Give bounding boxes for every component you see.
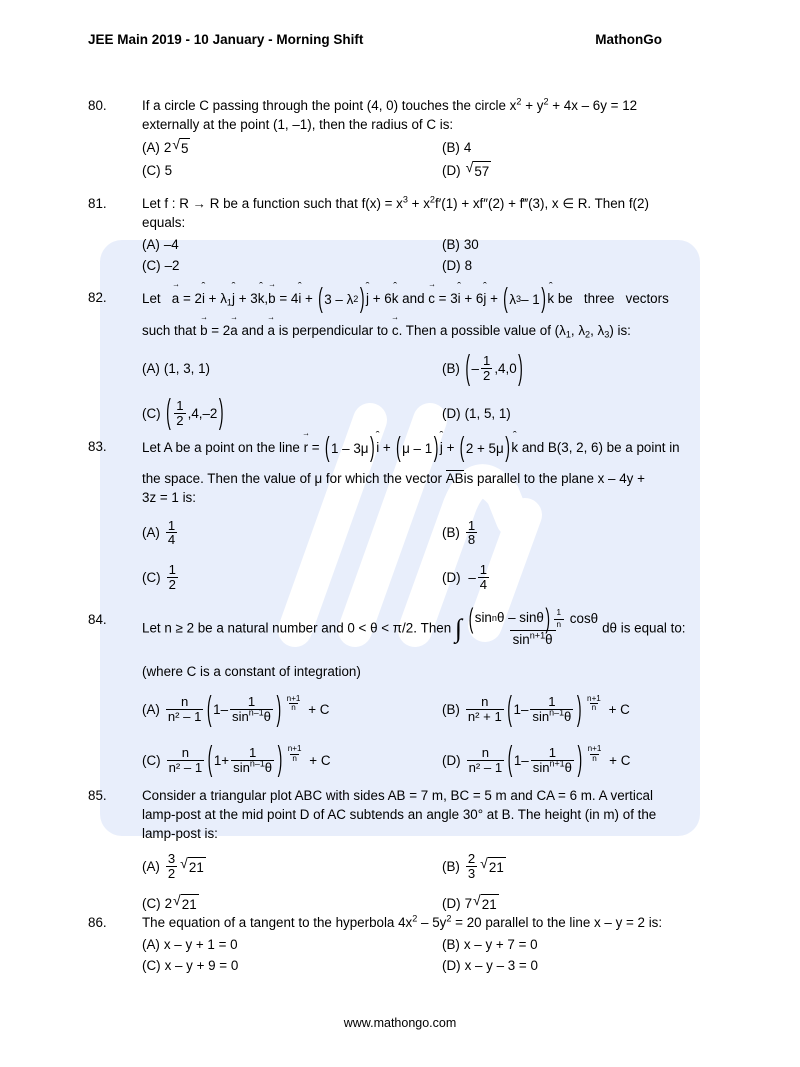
- stem-part-b: and B(3, 2, 6) be a point in: [521, 440, 680, 455]
- option-c-tag: (C): [142, 258, 161, 274]
- denominator: n² – 1: [468, 759, 503, 775]
- integrand-fraction: ( sin n θ – sinθ ) $\frac{1}{n}$ cosθ $\sin^{n+1}\theta$: [468, 601, 599, 648]
- option-b[interactable]: [442, 346, 740, 386]
- option-a-tag: (A): [142, 525, 160, 541]
- option-c-tag: (C): [142, 569, 161, 585]
- option-c[interactable]: [142, 956, 442, 975]
- option-a-value: –4: [163, 237, 179, 253]
- option-d-value: 8: [464, 258, 473, 274]
- option-b[interactable]: [442, 852, 740, 881]
- stem-part-c: the space. Then the value of μ for which the vector: [142, 471, 443, 487]
- sin-exponent: n–1: [248, 707, 264, 718]
- fraction-one-over-n: $\frac{1}{n}$: [554, 609, 565, 629]
- inner-fraction: $\frac{1}{\sin^{n+1}\theta}$: [532, 744, 572, 775]
- question-stem: If a circle C passing through the point (4, 0) touches the circle $x^2 + y^2 + 4x - 6y = 12$: [142, 96, 638, 113]
- option-c[interactable]: [142, 391, 442, 431]
- option-b-tag: (B): [442, 858, 460, 874]
- paren-group: ( sin n θ – sinθ ): [468, 601, 551, 634]
- question-stem: Let A be a point on the line → r = ( 1 – 3μ ) ˆ i + ( μ – 1 ) ˆ j + ( 2 + 5μ ) ˆ k and B(3, 2, 6) be a point in: [142, 437, 740, 458]
- differential-dtheta: dθ: [602, 620, 617, 636]
- option-b-tag: (B): [442, 361, 460, 377]
- stem-part-1: If a circle C passing through the point (4, 0) touches the circle x: [142, 98, 517, 113]
- option-d-value: (1, 5, 1): [464, 405, 511, 421]
- fraction-two-thirds: $\frac{2}{3}$: [467, 851, 476, 881]
- question-stem: The equation of a tangent to the hyperbola $4x^2 - 5y^2 = 20$ parallel to the line x – y = 2 is:: [142, 913, 663, 930]
- option-c-value: –2: [164, 258, 180, 274]
- options-list: [142, 137, 740, 181]
- stem-part-a: Let A be a point on the line: [142, 440, 300, 455]
- exponent-fraction: $\frac{n+1}{n}$: [287, 744, 302, 763]
- k-hat-icon: ˆ k: [511, 438, 518, 457]
- fraction-one-eighth: $\frac{1}{8}$: [467, 517, 476, 548]
- stem-part-2: + x: [407, 196, 430, 211]
- option-a-tag: (A): [142, 702, 160, 718]
- question-number: 83.: [88, 439, 107, 454]
- option-d[interactable]: (D) – $\frac{1}{4}$: [442, 562, 488, 592]
- exponent-fraction: $\frac{n+1}{n}$: [286, 693, 301, 713]
- option-b-value: 30: [463, 237, 479, 253]
- k-hat-icon: ˆ k: [547, 289, 554, 308]
- stem-tail-2: three: [583, 291, 615, 306]
- stem-part-3: + 4x – 6y = 12: [548, 98, 638, 113]
- option-b-value: x – y + 7 = 0: [463, 937, 538, 953]
- vector-b: → b: [200, 320, 207, 340]
- option-d[interactable]: [442, 256, 740, 275]
- option-d-tag: (D): [442, 895, 461, 911]
- exponent-fraction: $\frac{n+1}{n}$: [587, 693, 601, 713]
- option-c-value: 5: [164, 163, 173, 179]
- question-number: 84.: [88, 612, 107, 627]
- option-c-tag: (C): [142, 958, 161, 974]
- stem-part-c: = 20 parallel to the line x – y = 2 is:: [451, 915, 663, 930]
- vector-ab: AB: [445, 471, 464, 487]
- stem-part-c: is perpendicular to: [278, 323, 389, 339]
- question-number: 81.: [88, 196, 107, 211]
- question-86: [88, 913, 740, 975]
- option-c[interactable]: [142, 256, 442, 275]
- vector-c: → c: [392, 320, 399, 340]
- question-number: 86.: [88, 915, 107, 930]
- radicand: 21: [188, 857, 206, 877]
- option-b-tag: (B): [442, 937, 460, 953]
- option-d[interactable]: (D) 7 √ 21: [442, 893, 740, 914]
- paren-group: ( – $\frac{1}{2}$ ,4,0 ): [465, 346, 523, 386]
- coefficient-fraction: $\frac{n}{\text{n² – 1}}$: [167, 694, 202, 725]
- question-84: [88, 601, 740, 778]
- paren-group: ( 1 + $\frac{1}{\sin^{n-1}\theta}$ ): [207, 738, 283, 778]
- inner-fraction: $\frac{1}{\sin^{n-1}\theta}$: [532, 694, 572, 725]
- question-82: [88, 281, 740, 431]
- option-c[interactable]: [142, 160, 442, 181]
- vector-a: → a: [230, 320, 237, 340]
- option-c[interactable]: (C) 2 √ 21: [142, 893, 442, 914]
- sin-exponent: n–1: [249, 758, 265, 769]
- options-list: [142, 519, 740, 592]
- option-b-tag: (B): [442, 702, 460, 718]
- question-stem-line2: lamp-post at the mid point D of AC subtends an angle 30° at B. The height (in m) of the: [142, 807, 657, 823]
- sqrt-icon: √ 5: [172, 137, 190, 158]
- stem-part-1: Let f : R → R be a function such that f(x) = x: [142, 196, 403, 211]
- denominator: n² – 1: [168, 759, 203, 775]
- integrand-numerator-body: θ – sinθ: [496, 610, 544, 626]
- option-a-coefficient: 2: [163, 140, 172, 156]
- option-a-tag: (A): [142, 237, 160, 253]
- inner-fraction: $\frac{1}{\sin^{n-1}\theta}$: [233, 744, 273, 775]
- paren-group: ( μ – 1 ): [395, 430, 439, 463]
- footer-url: www.mathongo.com: [343, 1016, 457, 1030]
- option-a-tag: (A): [142, 858, 160, 874]
- option-d[interactable]: [442, 160, 740, 181]
- options-list: [142, 852, 740, 914]
- question-stem-line2: externally at the point (1, –1), then the radius of C is:: [142, 117, 454, 133]
- sign: –: [520, 702, 529, 718]
- stem-part-d: is parallel to the plane x – 4y +: [463, 471, 645, 487]
- vector-a: → a: [268, 320, 275, 340]
- i-hat-icon: ˆ i: [458, 289, 461, 308]
- options-list: [142, 235, 740, 275]
- vector-b: → b: [268, 288, 275, 308]
- question-stem: Let f : R → R be a function such that $f(x) = x^3 + x^2f'(1) + xf''(2)$ + f‴(3), x ∈ R. Then f(2): [142, 194, 649, 211]
- question-number: 85.: [88, 788, 107, 803]
- stem-part-b: – 5y: [417, 915, 447, 930]
- option-b-value: 4: [463, 140, 472, 156]
- stem-part-g: ) is:: [609, 323, 631, 339]
- option-c[interactable]: (C) $\frac{n}{\text{n² – 1}}$ ( 1 + $\frac{1}{\sin^{n-1}\theta}$ ) $\frac{n+1}{n}$ + C: [142, 738, 331, 778]
- option-d[interactable]: [442, 399, 740, 428]
- sin-exponent: n–1: [549, 707, 565, 718]
- paren-group: ( 1 – $\frac{1}{\sin^{n-1}\theta}$ ): [206, 687, 282, 727]
- option-b-tag: (B): [442, 140, 460, 156]
- inner-fraction: $\frac{1}{\sin^{n-1}\theta}$: [232, 694, 271, 725]
- question-80: [88, 96, 740, 181]
- option-d[interactable]: [442, 956, 740, 975]
- option-c-tag: (C): [142, 163, 161, 179]
- option-d-tag: (D): [442, 258, 461, 274]
- option-a[interactable]: (A) $\frac{n}{\text{n² – 1}}$ ( 1 – $\frac{1}{\sin^{n-1}\theta}$ ) $\frac{n+1}{n}$ + C: [142, 687, 330, 727]
- option-d-tag: (D): [442, 958, 461, 974]
- stem-part-3: f′(1) + xf″(2) + f‴(3), x ∈ R. Then f(2): [435, 196, 649, 211]
- question-stem-line3: 3z = 1 is:: [142, 490, 196, 506]
- option-b[interactable]: [442, 235, 740, 254]
- radicand: 21: [488, 857, 506, 877]
- vector-r: → r: [304, 437, 308, 457]
- stem-part-f: , λ: [590, 323, 605, 339]
- stem-lead: Let: [142, 291, 161, 306]
- fraction-one-fourth: $\frac{1}{4}$: [479, 562, 488, 592]
- option-d-value: x – y – 3 = 0: [464, 958, 538, 974]
- brand-name: MathonGo: [595, 32, 662, 47]
- stem-part-2: + y: [521, 98, 544, 113]
- question-81: [88, 194, 740, 275]
- option-d[interactable]: (D) $\frac{n}{\text{n² – 1}}$ ( 1 – $\frac{1}{\sin^{n+1}\theta}$ ) $\frac{n+1}{n}$ + C: [442, 738, 631, 778]
- sin-function: sin: [474, 610, 492, 626]
- question-stem-line2: such that → b = 2→ a and → a is perpendicular to → c. Then a possible value of ($\lambda_1$, $\lambda_2$, $\lambda_3$) is:: [142, 320, 740, 340]
- fraction-three-halves: $\frac{3}{2}$: [167, 851, 176, 881]
- j-hat-icon: ˆ j: [483, 289, 486, 308]
- paren-group: ( 3 – λ 2 ): [318, 281, 365, 314]
- option-d-tag: (D): [442, 569, 461, 585]
- paren-group: ( 1 – 3μ ): [324, 430, 375, 463]
- option-c-value: x – y + 9 = 0: [164, 958, 239, 974]
- options-list: [142, 935, 740, 975]
- sqrt-icon: √ 57: [466, 160, 492, 181]
- option-b[interactable]: [442, 935, 740, 954]
- vector-c: → c: [428, 288, 435, 308]
- option-a-tag: (A): [142, 140, 160, 156]
- j-hat-icon: ˆ j: [232, 289, 235, 308]
- stem-tail-1: be: [557, 291, 573, 306]
- vector-a: → a: [172, 288, 179, 308]
- option-c-tag: (C): [142, 405, 161, 421]
- option-a[interactable]: [142, 137, 442, 158]
- coefficient-fraction: $\frac{n}{\text{n² + 1}}$: [467, 694, 502, 725]
- sqrt-icon: √ 21: [173, 893, 199, 914]
- coefficient-fraction: $\frac{n}{\text{n² – 1}}$: [468, 744, 503, 775]
- stem-part-b: and: [241, 323, 264, 339]
- option-a-value: (1, 3, 1): [163, 361, 211, 377]
- fraction-one-half: $\frac{1}{2}$: [176, 398, 184, 428]
- sqrt-icon: √ 21: [180, 856, 206, 877]
- option-a-tag: (A): [142, 361, 160, 377]
- stem-tail-3: vectors: [625, 291, 669, 306]
- sin-function: sin: [512, 632, 530, 648]
- integral-icon: ∫: [454, 613, 463, 643]
- question-stem-note: (where C is a constant of integration): [142, 664, 361, 680]
- paren-group: ( 1 – $\frac{1}{\sin^{n+1}\theta}$ ): [507, 738, 583, 778]
- sign: –: [220, 702, 229, 718]
- sqrt-icon: √ 21: [480, 856, 506, 877]
- option-b-tag: (B): [442, 525, 460, 541]
- stem-part-a: The equation of a tangent to the hyperbola 4x: [142, 915, 413, 930]
- radicand: 21: [181, 894, 199, 914]
- question-number: 80.: [88, 98, 107, 113]
- paren-group: ( 1 – $\frac{1}{\sin^{n-1}\theta}$ ): [507, 687, 582, 727]
- sin-exponent: n+1: [549, 758, 565, 769]
- paren-group: ( λ 3 – 1 ): [503, 281, 546, 314]
- k-hat-icon: ˆ k: [258, 289, 265, 308]
- option-c-tag: (C): [142, 752, 161, 768]
- option-d-radicand: 57: [473, 161, 491, 181]
- j-hat-icon: ˆ j: [440, 438, 443, 457]
- sign: –: [521, 752, 529, 768]
- fraction-one-fourth: $\frac{1}{4}$: [167, 517, 176, 548]
- question-stem-line2: equals:: [142, 215, 186, 231]
- option-c-rest: ,4,–2: [187, 405, 218, 421]
- question-83: [88, 430, 740, 592]
- option-d-tag: (D): [442, 752, 461, 768]
- stem-part-a: such that: [142, 323, 197, 339]
- exam-title: JEE Main 2019 - 10 January - Morning Shift: [88, 32, 364, 47]
- option-c[interactable]: [142, 563, 442, 592]
- option-b[interactable]: (B) $\frac{n}{\text{n² + 1}}$ ( 1 – $\frac{1}{\sin^{n-1}\theta}$ ) $\frac{n+1}{n}$ + C: [442, 687, 630, 727]
- page-header: [88, 32, 740, 47]
- k-hat-icon: ˆ k: [392, 289, 399, 308]
- page-footer: [0, 1016, 800, 1030]
- i-hat-icon: ˆ i: [202, 289, 205, 308]
- option-b[interactable]: [442, 519, 740, 548]
- option-d-tag: (D): [442, 163, 461, 179]
- stem-part-d: Then a possible value of (λ: [405, 323, 566, 339]
- paren-group: ( 2 + 5μ ): [459, 430, 510, 463]
- options-list: [142, 346, 740, 431]
- question-stem: [142, 601, 740, 648]
- option-b[interactable]: [442, 137, 740, 158]
- fraction-one-half: $\frac{1}{2}$: [168, 562, 176, 592]
- denominator: n² + 1: [467, 709, 502, 725]
- i-hat-icon: ˆ i: [376, 438, 379, 457]
- options-list: [142, 687, 740, 778]
- paren-group: ( $\frac{1}{2}$ ,4,–2 ): [166, 391, 224, 431]
- stem-part-b: is equal to:: [620, 620, 686, 636]
- option-a[interactable]: [142, 519, 442, 548]
- option-a-tag: (A): [142, 937, 160, 953]
- option-a[interactable]: [142, 354, 442, 383]
- exponent-fraction: $\frac{n+1}{n}$: [587, 744, 602, 763]
- question-stem-line2: [142, 469, 740, 488]
- fraction-one-half: $\frac{1}{2}$: [483, 353, 491, 384]
- stem-part-a: Let n ≥ 2 be a natural number and 0 < θ < π/2. Then: [142, 620, 452, 636]
- radicand: 21: [481, 894, 499, 914]
- question-stem: Let → a = 2ˆ $i + \lambda_1ˆ$ j + 3ˆ k,→ b = 4ˆ i + ( 3 – λ 2 ) ˆ j + 6ˆ k and → c = 3ˆ i + 6ˆ j + ( λ 3 – 1 ) ˆ k be three vectors: [142, 288, 740, 309]
- option-a-radicand: 5: [180, 138, 190, 158]
- stem-part-e: , λ: [570, 323, 586, 339]
- i-hat-icon: ˆ i: [298, 289, 301, 308]
- j-hat-icon: ˆ j: [366, 289, 369, 308]
- option-a[interactable]: [142, 852, 442, 881]
- question-stem-line1: Consider a triangular plot ABC with sides AB = 7 m, BC = 5 m and CA = 6 m. A vertical: [142, 788, 653, 803]
- sign: +: [221, 752, 230, 768]
- sqrt-icon: √ 21: [473, 893, 499, 914]
- option-a-value: x – y + 1 = 0: [163, 937, 238, 953]
- option-a[interactable]: [142, 235, 442, 254]
- option-b-rest: ,4,0: [494, 361, 517, 377]
- coefficient-fraction: $\frac{n}{\text{n² – 1}}$: [168, 744, 203, 775]
- denominator: n² – 1: [167, 709, 202, 725]
- question-stem-line3: lamp-post is:: [142, 826, 218, 842]
- question-85: [88, 786, 740, 914]
- option-d-tag: (D): [442, 405, 461, 421]
- question-number: 82.: [88, 290, 107, 305]
- option-b-tag: (B): [442, 237, 460, 253]
- option-c-tag: (C): [142, 895, 161, 911]
- option-a[interactable]: [142, 935, 442, 954]
